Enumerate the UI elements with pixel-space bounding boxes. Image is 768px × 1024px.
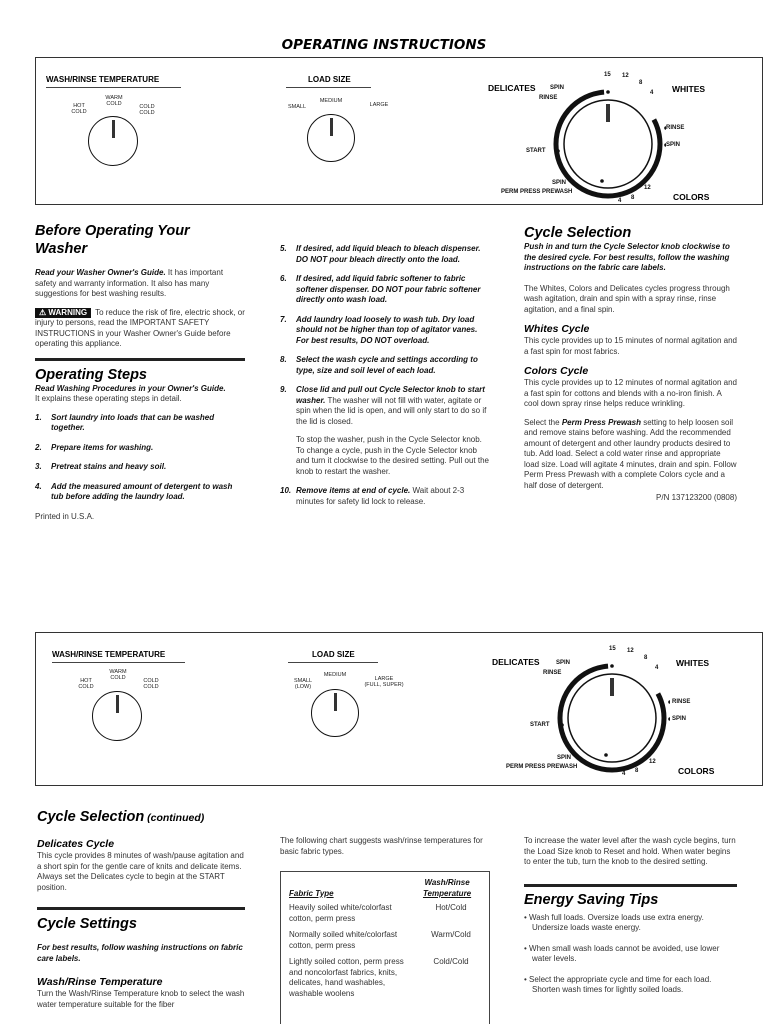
divider bbox=[288, 662, 378, 663]
list-item bbox=[35, 413, 245, 434]
heading-text: Cycle Selection bbox=[37, 809, 145, 825]
tip-text: Wash full loads. Oversize loads use extra energy. Undersize loads waste energy. bbox=[529, 912, 704, 932]
tip-text: Select the appropriate cycle and time for each load. Shorten wash times for lightly soiled loads. bbox=[529, 974, 712, 994]
read-guide-text: It has important safety and warranty information. It also has many suggestions for best washing results. bbox=[35, 268, 224, 298]
wash-rinse-temperature-text: Turn the Wash/Rinse Temperature knob to select the wash water temperature suitable for the fiber bbox=[37, 989, 245, 1009]
perm-press-text: Select the bbox=[524, 417, 562, 427]
minutes-15-label: 15 bbox=[604, 72, 611, 78]
bullet-icon: • bbox=[524, 974, 527, 984]
knob-pointer bbox=[334, 693, 337, 711]
read-guide-paragraph bbox=[35, 268, 245, 300]
steps-intro-bold: Read Washing Procedures in your Owner's Guide. bbox=[35, 383, 226, 393]
colors-cycle-text: This cycle provides up to 12 minutes of normal agitation and a fast spin for cottons and blends with a no-iron finish. A cool down spray rinse helps reduce wrinkling. bbox=[524, 378, 738, 408]
wash-rinse-temperature-label: WASH/RINSE TEMPERATURE bbox=[46, 75, 160, 84]
temp-hot-cold-label: HOT COLD bbox=[78, 678, 94, 690]
temperature-cell: Hot/Cold bbox=[435, 903, 467, 912]
step-text: Prepare items for washing. bbox=[51, 442, 154, 452]
load-size-label: LOAD SIZE bbox=[312, 650, 355, 659]
spin-label: SPIN bbox=[666, 142, 681, 148]
cycle-selection-heading: Cycle Selection bbox=[524, 225, 632, 241]
wash-rinse-temperature-label: WASH/RINSE TEMPERATURE bbox=[52, 650, 166, 659]
stop-washer-paragraph: To stop the washer, push in the Cycle Selector knob. To change a cycle, push in the Cycle Selector knob and turn it clockwise to the desired setting. Pull out the knob to restart the washer. bbox=[296, 435, 489, 476]
start-label: START bbox=[530, 722, 550, 728]
printed-in-label: Printed in U.S.A. bbox=[35, 511, 95, 521]
load-medium-label: MEDIUM bbox=[323, 672, 347, 678]
column-temperature-chart bbox=[280, 836, 490, 1024]
list-item bbox=[280, 385, 490, 477]
load-medium-label: MEDIUM bbox=[319, 98, 343, 104]
wash-rinse-temperature-knob[interactable] bbox=[92, 691, 142, 741]
warning-badge: ⚠ WARNING bbox=[35, 308, 91, 318]
rinse-label: RINSE bbox=[672, 699, 691, 705]
dial-dot bbox=[600, 179, 604, 183]
table-row bbox=[289, 930, 481, 951]
section-rule bbox=[37, 907, 245, 910]
rinse-label: RINSE bbox=[666, 125, 685, 131]
cycle-selection-intro: Push in and turn the Cycle Selector knob clockwise to the desired cycle. For best results, follow the washing instructions on the fabric care labels. bbox=[524, 242, 730, 272]
list-item bbox=[35, 462, 245, 473]
read-guide-bold: Read your Washer Owner's Guide. bbox=[35, 268, 166, 277]
steps-intro bbox=[35, 384, 245, 405]
minutes-4-label: 4 bbox=[618, 198, 622, 204]
step-text: Sort laundry into loads that can be washed together. bbox=[51, 412, 215, 432]
cycle-selector-dial[interactable] bbox=[546, 84, 666, 202]
section-rule bbox=[35, 358, 245, 361]
step-number: 2. bbox=[35, 442, 42, 452]
dial-dot bbox=[606, 90, 610, 94]
minutes-12-label: 12 bbox=[622, 73, 629, 79]
step-number: 7. bbox=[280, 314, 287, 324]
dial-dot bbox=[581, 673, 585, 677]
temperature-cell: Cold/Cold bbox=[433, 957, 469, 966]
operating-steps-list-continued bbox=[280, 244, 490, 507]
tip-text: When small wash loads cannot be avoided, use lower water levels. bbox=[529, 943, 720, 963]
spin-label: SPIN bbox=[556, 660, 571, 666]
warning-badge-text: WARNING bbox=[48, 307, 88, 317]
heading-suffix: (continued) bbox=[144, 812, 205, 824]
column-steps-continued bbox=[280, 244, 490, 516]
temperature-header: Wash/Rinse bbox=[424, 878, 470, 887]
step-text: Add the measured amount of detergent to wash tub before adding the laundry load. bbox=[51, 481, 233, 501]
spin-label: SPIN bbox=[550, 85, 565, 91]
delicates-label: DELICATES bbox=[488, 83, 536, 93]
column-delicates bbox=[37, 838, 245, 1010]
temp-cold-cold-label: COLD COLD bbox=[143, 678, 159, 690]
minutes-4-label: 4 bbox=[650, 90, 654, 96]
section-rule bbox=[524, 884, 737, 887]
colors-label: COLORS bbox=[673, 192, 710, 202]
delicates-cycle-heading: Delicates Cycle bbox=[37, 838, 115, 850]
knob-pointer bbox=[112, 120, 115, 138]
cycle-selection-paragraph: The Whites, Colors and Delicates cycles progress through wash agitation, drain and spin with a spray rinse, rinse agitation, and a final spin. bbox=[524, 283, 730, 314]
divider bbox=[46, 87, 181, 88]
load-small-label: SMALL (LOW) bbox=[293, 678, 313, 690]
wash-rinse-temperature-heading: Wash/Rinse Temperature bbox=[37, 976, 163, 988]
dial-dot bbox=[604, 753, 608, 757]
warning-paragraph bbox=[35, 308, 245, 350]
step-text: If desired, add liquid bleach to bleach dispenser. DO NOT pour bleach directly onto the load. bbox=[296, 244, 481, 264]
list-item bbox=[280, 244, 490, 265]
dial-dot bbox=[668, 717, 670, 721]
list-item bbox=[524, 913, 737, 934]
colors-cycle-heading: Colors Cycle bbox=[524, 365, 589, 377]
minutes-15-label: 15 bbox=[609, 646, 616, 652]
minutes-8-label: 8 bbox=[635, 768, 639, 774]
warning-text: To reduce the risk of fire, electric shock, or injury to persons, read the IMPORTANT SAFETY INSTRUCTIONS in your Washer Owner's Guide before operating this appliance. bbox=[35, 307, 245, 348]
dial-dot bbox=[664, 143, 666, 147]
temperature-cell: Warm/Cold bbox=[431, 930, 471, 939]
load-large-label: LARGE bbox=[369, 102, 389, 108]
whites-cycle-text: This cycle provides up to 15 minutes of normal agitation and a fast spin for most fabrics. bbox=[524, 336, 738, 356]
bullet-icon: • bbox=[524, 943, 527, 953]
list-item bbox=[280, 315, 490, 347]
dial-dot bbox=[560, 723, 564, 727]
divider bbox=[286, 87, 371, 88]
column-cycle-selection bbox=[524, 224, 737, 504]
spin-label: SPIN bbox=[552, 180, 567, 186]
step-text: Pretreat stains and heavy soil. bbox=[51, 462, 167, 471]
list-item bbox=[524, 975, 737, 996]
spin-label: SPIN bbox=[672, 716, 687, 722]
operating-steps-list bbox=[35, 413, 245, 503]
step-text: Add laundry load loosely to wash tub. Dry load should not be higher than top of agitator vanes. For best results, DO NOT overload. bbox=[296, 314, 478, 345]
cycle-settings-heading: Cycle Settings bbox=[37, 916, 137, 932]
temp-warm-cold-label: WARM COLD bbox=[105, 95, 123, 107]
cycle-settings-intro: For best results, follow washing instructions on fabric care labels. bbox=[37, 943, 243, 963]
list-item bbox=[35, 482, 245, 503]
wash-rinse-temperature-knob[interactable] bbox=[88, 116, 138, 166]
step-text: Select the wash cycle and settings according to type, size and soil level of each load. bbox=[296, 355, 478, 375]
load-size-knob[interactable] bbox=[311, 689, 359, 737]
load-small-label: SMALL bbox=[287, 104, 307, 110]
water-level-paragraph: To increase the water level after the wash cycle begins, turn the Load Size knob to Reset and hold. When water begins to enter the tub, turn the knob to the desired setting. bbox=[524, 836, 736, 866]
energy-saving-heading: Energy Saving Tips bbox=[524, 891, 659, 908]
step-number: 4. bbox=[35, 481, 42, 491]
part-number-label: P/N 137123200 (0808) bbox=[656, 493, 737, 502]
perm-press-prewash-label: PERM PRESS PREWASH bbox=[501, 189, 573, 195]
minutes-4-label: 4 bbox=[655, 665, 659, 671]
temperature-header: Temperature bbox=[422, 888, 472, 898]
control-panel-bottom bbox=[35, 632, 763, 786]
step-detail: Wait about 2-3 minutes for safety lid lock to release. bbox=[296, 486, 465, 506]
minutes-8-label: 8 bbox=[631, 195, 635, 201]
control-panel-top bbox=[35, 57, 763, 205]
temp-hot-cold-label: HOT COLD bbox=[71, 103, 87, 115]
fabric-cell: Heavily soiled white/colorfast cotton, perm press bbox=[289, 903, 392, 923]
table-row bbox=[289, 903, 481, 924]
step-number: 6. bbox=[280, 274, 287, 283]
spin-label: SPIN bbox=[557, 755, 572, 761]
colors-label: COLORS bbox=[678, 766, 715, 776]
knob-pointer bbox=[116, 695, 119, 713]
dial-dot bbox=[556, 149, 560, 153]
step-number: 3. bbox=[35, 462, 42, 471]
delicates-label: DELICATES bbox=[492, 657, 540, 667]
knob-pointer bbox=[606, 104, 610, 122]
step-text: If desired, add liquid fabric softener to fabric softener dispenser. DO NOT pour fabric softener directly onto wash load. bbox=[296, 274, 481, 304]
knob-pointer bbox=[610, 678, 614, 696]
table-header bbox=[289, 878, 481, 899]
load-large-label: LARGE (FULL, SUPER) bbox=[364, 676, 404, 688]
page-title: OPERATING INSTRUCTIONS bbox=[281, 37, 487, 53]
dial-dot bbox=[577, 99, 581, 103]
list-item bbox=[280, 486, 490, 507]
minutes-12-label: 12 bbox=[649, 759, 656, 765]
step-detail: The washer will not fill with water, agitate or spin when the lid is open, and will only start to do so if the lid is closed. bbox=[296, 395, 487, 426]
step-number: 5. bbox=[280, 244, 287, 253]
fabric-type-header: Fabric Type bbox=[289, 888, 334, 898]
perm-press-bold: Perm Press Prewash bbox=[561, 417, 641, 427]
dial-dot bbox=[664, 126, 666, 130]
whites-label: WHITES bbox=[676, 658, 710, 668]
chart-intro: The following chart suggests wash/rinse temperatures for basic fabric types. bbox=[280, 836, 483, 856]
step-number: 8. bbox=[280, 355, 287, 364]
whites-label: WHITES bbox=[672, 84, 706, 94]
start-label: START bbox=[526, 148, 546, 154]
steps-intro-text: It explains these operating steps in detail. bbox=[35, 394, 182, 403]
fabric-temperature-table bbox=[280, 871, 490, 1024]
step-text: Remove items at end of cycle. bbox=[296, 486, 411, 495]
minutes-4-label: 4 bbox=[622, 771, 626, 777]
list-item bbox=[280, 355, 490, 376]
step-number: 1. bbox=[35, 412, 42, 422]
perm-press-prewash-label: PERM PRESS PREWASH bbox=[506, 764, 578, 770]
list-item bbox=[524, 944, 737, 965]
rinse-label: RINSE bbox=[543, 670, 562, 676]
minutes-12-label: 12 bbox=[644, 185, 651, 191]
step-text: Close lid and pull out Cycle Selector knob to start washer. bbox=[296, 385, 485, 405]
whites-cycle-heading: Whites Cycle bbox=[524, 323, 590, 335]
step-number: 9. bbox=[280, 385, 287, 394]
list-item bbox=[280, 274, 490, 306]
cycle-selection-continued-heading bbox=[37, 806, 204, 826]
minutes-12-label: 12 bbox=[627, 648, 634, 654]
temp-warm-cold-label: WARM COLD bbox=[109, 669, 127, 681]
knob-pointer bbox=[330, 118, 333, 136]
temp-cold-cold-label: COLD COLD bbox=[139, 104, 155, 116]
perm-press-paragraph bbox=[524, 418, 737, 492]
table-row bbox=[289, 957, 481, 999]
minutes-8-label: 8 bbox=[644, 655, 648, 661]
fabric-cell: Normally soiled white/colorfast cotton, perm press bbox=[289, 930, 398, 950]
rinse-label: RINSE bbox=[539, 95, 558, 101]
before-operating-heading: Before Operating Your Washer bbox=[35, 223, 190, 257]
dial-dot bbox=[610, 664, 614, 668]
column-energy bbox=[524, 836, 737, 1004]
fabric-cell: Lightly soiled cotton, perm press and noncolorfast fabrics, knits, delicates, hand washables, washable woolens bbox=[289, 957, 404, 998]
operating-steps-heading: Operating Steps bbox=[35, 366, 147, 383]
step-number: 10. bbox=[280, 486, 292, 495]
divider bbox=[52, 662, 185, 663]
minutes-8-label: 8 bbox=[639, 80, 643, 86]
load-size-label: LOAD SIZE bbox=[308, 75, 351, 84]
list-item bbox=[35, 443, 245, 454]
column-before-operating bbox=[35, 222, 245, 522]
cycle-selector-dial[interactable] bbox=[550, 658, 670, 776]
bullet-icon: • bbox=[524, 912, 527, 922]
perm-press-text: setting to help loosen soil and remove stains before washing. Add the recommended amount of detergent and other laundry products desired to tub. Add load. Select a cold water rinse and appropriate load size. Load will agitate 4 minutes, drain and spin. Follow Perm Press Prewash with a complete Colors cycle and a half dose of detergent. bbox=[524, 417, 737, 490]
load-size-knob[interactable] bbox=[307, 114, 355, 162]
dial-dot bbox=[668, 700, 670, 704]
delicates-cycle-text: This cycle provides 8 minutes of wash/pause agitation and a short spin for the gentle care of knits and delicate items. Always set the Delicates cycle to begin at the START position. bbox=[37, 851, 244, 892]
